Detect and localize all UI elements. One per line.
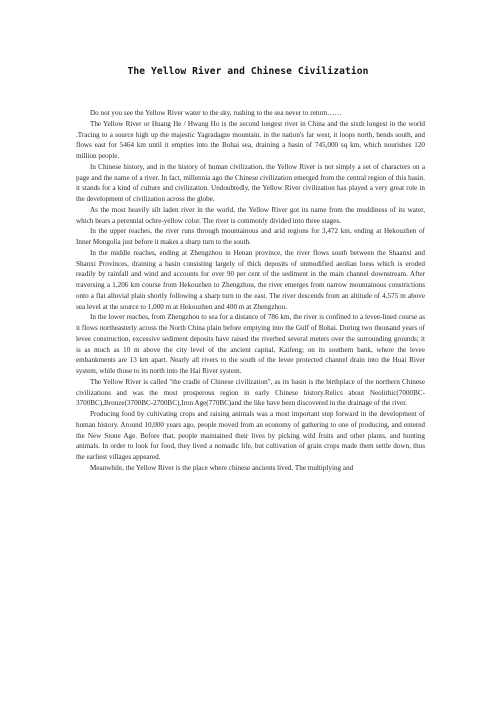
- document-body: [76, 108, 425, 474]
- paragraph-10: Meanwhile, the Yellow River is the place where chinese ancients lived. The multiplying and: [90, 463, 354, 472]
- paragraph-2: The Yellow River or Huang He / Hwang Ho is the second longest river in China and the sixth longest in the world .Tracing to a source high up the majestic Yagradagze mountain. in the nation's far west, it loops north, bends south, and flows east for 5464 km until it empties into the Bohai sea, draining a basin of 745,000 sq km, which nourishes 120 million people.: [76, 119, 425, 160]
- paragraph-7: In the lower reaches, from Zhengzhou to sea for a distance of 786 km, the river is confined to a levee-lined course as it flows northeasterly across the North China plain before emptying into the Gulf of Bohai. During two thousand years of levee construction, excessive sediment deposits have raised the riverbed several meters over the surrounding grounds; it is as much as 10 m above the city level of the ancient capital, Kaifeng; on its southern bank, where the levee embankments are 13 km apart. Nearly all rivers to the south of the levee protected channel drain into the Huai River system, while those to its north into the Hai River system.: [76, 313, 425, 375]
- paragraph-4: As the most heavily silt laden river in the world, the Yellow River got its name from the muddiness of its water, which bears a perennial ochre-yellow color. The river is commonly divided into three stages.: [76, 205, 425, 225]
- document-title: The Yellow River and Chinese Civilization: [127, 66, 369, 77]
- paragraph-3: In Chinese history, and in the history of human civilization, the Yellow River is not simply a set of characters on a page and the name of a river. In fact, millennia ago the Chinese civilization emerged from the central region of this basin. it stands for a kind of culture and civilization. Undoubtedly, the Yellow River civilization has played a very great role in the development of civilization across the globe.: [76, 162, 425, 203]
- paragraph-8: The Yellow River is called "the cradle of Chinese civilization", as its basin is the birthplace of the northern Chinese civilizations and was the most prosperous region in early Chinese history.Relics about Neolithic(7000BC-3700BC),Bronze(3700BC-2700BC),Iron Age(770BC)and the like have been discovered in the drainage of the river.: [76, 377, 425, 408]
- paragraph-5: In the upper reaches, the river runs through mountainous and arid regions for 3,472 km, ending at Hekouzhen of Inner Mongolia just before it makes a sharp turn to the south.: [76, 227, 425, 246]
- paragraph-6: In the middle reaches, ending at Zhengzhou in Henan province, the river flows south between the Shaanxi and Shanxi Provinces, draining a basin consisting largely of thick deposits of unmodified aeolian loess which is eroded readily by rainfall and wind and accounts for over 90 per cent of the sediment in the main channel downstream. After traversing a 1,206 km course from Hekouzhen to Zhengzhou, the river emerges from narrow mountainous constrictions onto a flat alluvial plain shortly following a sharp turn to the east. The river descends from an altitude of 4,575 m above sea level at the source to 1,000 m at Hekouzhen and 400 m at Zhengzhou.: [76, 248, 425, 311]
- paragraph-1: Do not you see the Yellow River water to the sky, rushing to the sea never to return……: [90, 109, 342, 117]
- paragraph-9: Producing food by cultivating crops and raising animals was a most important step forward in the development of human history. Around 10,000 years ago, people moved from an economy of gathering to one of producing, and entered the New Stone Age. Before that, people maintained their lives by picking wild fruits and other plants, and hunting animals. In order to look for food, they lived a nomadic life, but cultivation of grain crops made them settle down, thus the earliest villages appeared.: [76, 410, 425, 461]
